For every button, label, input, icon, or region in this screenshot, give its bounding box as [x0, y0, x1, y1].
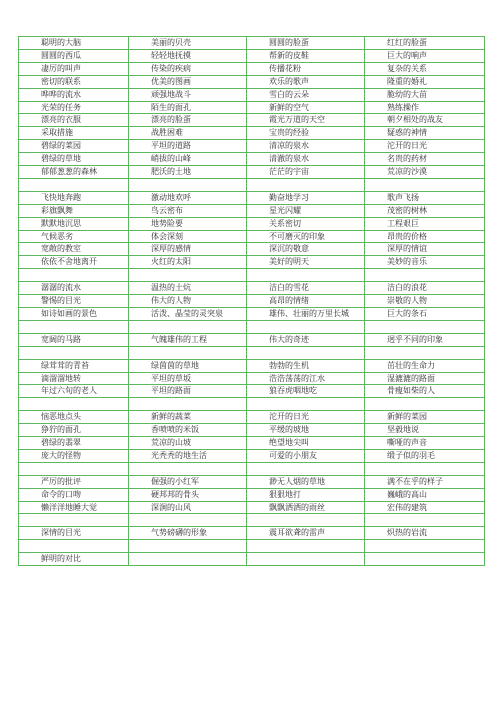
table-cell: 宽阔的马路: [19, 333, 129, 346]
table-cell: [19, 346, 129, 359]
table-cell: 平坦的道路: [129, 140, 247, 153]
table-cell: 懒洋洋地睡大觉: [19, 501, 129, 514]
table-cell: 绿茵茵的草地: [129, 359, 247, 372]
table-cell: 深厚的感情: [129, 243, 247, 256]
table-row: [19, 204, 485, 217]
table-cell: 工程艰巨: [365, 217, 485, 230]
table-row: [19, 501, 485, 514]
table-cell: [19, 540, 129, 553]
table-cell: 歌声飞扬: [365, 191, 485, 204]
table-cell: 火红的太阳: [129, 256, 247, 269]
table-row: [19, 411, 485, 424]
table-cell: 气魄雄伟的工程: [129, 333, 247, 346]
table-row: [19, 488, 485, 501]
table-cell: [19, 398, 129, 411]
table-cell: [247, 514, 365, 527]
table-cell: 熟练操作: [365, 101, 485, 114]
table-row: [19, 372, 485, 385]
table-row: [19, 114, 485, 127]
table-cell: 漂亮的脸蛋: [129, 114, 247, 127]
table-cell: 光荣的任务: [19, 101, 129, 114]
table-row: [19, 178, 485, 191]
table-cell: 震耳欲聋的雷声: [247, 527, 365, 540]
table-cell: [129, 178, 247, 191]
table-cell: 勤奋地学习: [247, 191, 365, 204]
table-cell: 红红的脸蛋: [365, 37, 485, 50]
table-cell: 光秃秃的地生活: [129, 449, 247, 462]
table-cell: 顽强地战斗: [129, 88, 247, 101]
table-cell: 郁郁葱葱的森林: [19, 166, 129, 179]
table-cell: 碧绿的翡翠: [19, 437, 129, 450]
table-row: [19, 62, 485, 75]
table-cell: 年过六旬的老人: [19, 385, 129, 398]
table-cell: 碧绿的菜园: [19, 140, 129, 153]
table-cell: [129, 462, 247, 475]
table-cell: 采取措施: [19, 127, 129, 140]
table-cell: 依依不舍地离开: [19, 256, 129, 269]
table-cell: 漂亮的衣服: [19, 114, 129, 127]
table-cell: 隆重的婚礼: [365, 75, 485, 88]
table-cell: 美丽的贝壳: [129, 37, 247, 50]
table-cell: [247, 346, 365, 359]
table-cell: [19, 269, 129, 282]
table-row: [19, 540, 485, 553]
table-cell: 潺潺的流水: [19, 282, 129, 295]
table-cell: [247, 540, 365, 553]
table-row: [19, 514, 485, 527]
table-cell: 警惕的目光: [19, 295, 129, 308]
table-cell: 体会深刻: [129, 230, 247, 243]
table-cell: 密切的联系: [19, 75, 129, 88]
table-row: [19, 437, 485, 450]
table-cell: 伟大的人物: [129, 295, 247, 308]
table-row: [19, 282, 485, 295]
table-cell: [129, 514, 247, 527]
table-cell: 巨大的响声: [365, 49, 485, 62]
table-cell: 优美的图画: [129, 75, 247, 88]
table-cell: 滴溜溜地转: [19, 372, 129, 385]
table-row: [19, 385, 485, 398]
table-cell: 清凉的泉水: [247, 140, 365, 153]
table-cell: 深厚的情谊: [365, 243, 485, 256]
table-cell: [129, 269, 247, 282]
table-cell: 脆幼的大苗: [365, 88, 485, 101]
table-cell: 圆圆的脸蛋: [247, 37, 365, 50]
table-cell: 聪明的大脑: [19, 37, 129, 50]
table-cell: [365, 269, 485, 282]
table-cell: 平坦的草坂: [129, 372, 247, 385]
table-row: [19, 49, 485, 62]
table-cell: 渺无人烟的草地: [247, 475, 365, 488]
table-cell: 命令的口吻: [19, 488, 129, 501]
table-cell: 宽敞的教室: [19, 243, 129, 256]
table-row: [19, 140, 485, 153]
table-row: [19, 269, 485, 282]
table-cell: 平缓的坡地: [247, 424, 365, 437]
table-cell: [247, 462, 365, 475]
table-cell: 绝望地尖叫: [247, 437, 365, 450]
table-cell: [247, 553, 365, 566]
table-cell: [247, 269, 365, 282]
table-cell: 严厉的批评: [19, 475, 129, 488]
table-cell: [365, 346, 485, 359]
table-cell: 飘飘洒洒的雨丝: [247, 501, 365, 514]
table-row: [19, 88, 485, 101]
table-cell: 浩浩荡荡的江水: [247, 372, 365, 385]
table-cell: 彩旗飘舞: [19, 204, 129, 217]
table-cell: 新鲜的空气: [247, 101, 365, 114]
table-cell: 缎子似的羽毛: [365, 449, 485, 462]
table-cell: 美妙的音乐: [365, 256, 485, 269]
table-cell: 地势险要: [129, 217, 247, 230]
table-cell: [129, 320, 247, 333]
table-cell: 激动地欢呼: [129, 191, 247, 204]
table-cell: [247, 320, 365, 333]
table-cell: [365, 553, 485, 566]
table-row: [19, 553, 485, 566]
table-row: [19, 320, 485, 333]
table-cell: 茁壮的生命力: [365, 359, 485, 372]
table-cell: 崇敬的人物: [365, 295, 485, 308]
table-cell: 温热的土炕: [129, 282, 247, 295]
table-row: [19, 295, 485, 308]
word-table-body: [19, 37, 485, 566]
table-cell: 荒凉的沙漠: [365, 166, 485, 179]
table-cell: 气候恶劣: [19, 230, 129, 243]
table-cell: 茫茫的宇宙: [247, 166, 365, 179]
table-cell: 朝夕相处的战友: [365, 114, 485, 127]
table-cell: 巨大的条石: [365, 308, 485, 321]
table-cell: 星光闪耀: [247, 204, 365, 217]
table-row: [19, 217, 485, 230]
table-cell: 新鲜的菜园: [365, 411, 485, 424]
table-cell: 倔强的小红军: [129, 475, 247, 488]
table-row: [19, 398, 485, 411]
table-cell: 湿漉漉的路面: [365, 372, 485, 385]
table-row: [19, 256, 485, 269]
table-cell: 昂贵的价格: [365, 230, 485, 243]
table-cell: 狼吞虎咽地吃: [247, 385, 365, 398]
table-cell: 默默地沉思: [19, 217, 129, 230]
table-cell: 勃勃的生机: [247, 359, 365, 372]
table-cell: 平坦的路面: [129, 385, 247, 398]
table-cell: 鲜明的对比: [19, 553, 129, 566]
table-cell: 霞光万道的天空: [247, 114, 365, 127]
table-row: [19, 346, 485, 359]
table-cell: 凄厉的叫声: [19, 62, 129, 75]
table-row: [19, 230, 485, 243]
table-cell: 飞快地奔跑: [19, 191, 129, 204]
table-cell: 高昂的情绪: [247, 295, 365, 308]
table-cell: 嘶哑的声音: [365, 437, 485, 450]
table-cell: 复杂的关系: [365, 62, 485, 75]
table-cell: 满不在乎的样子: [365, 475, 485, 488]
table-row: [19, 243, 485, 256]
table-cell: 鸟云密布: [129, 204, 247, 217]
table-cell: 陌生的面孔: [129, 101, 247, 114]
table-cell: 圆圆的西瓜: [19, 49, 129, 62]
table-cell: 巍峨的高山: [365, 488, 485, 501]
table-cell: [365, 178, 485, 191]
table-cell: [365, 462, 485, 475]
table-cell: 骨瘦如柴的人: [365, 385, 485, 398]
table-cell: 庞大的怪物: [19, 449, 129, 462]
table-cell: 疑惑的神情: [365, 127, 485, 140]
table-cell: 炽热的岩流: [365, 527, 485, 540]
table-cell: 帮新的皮鞋: [247, 49, 365, 62]
table-cell: 美好的明天: [247, 256, 365, 269]
table-row: [19, 475, 485, 488]
table-cell: [365, 320, 485, 333]
table-cell: 洁白的浪花: [365, 282, 485, 295]
table-row: [19, 527, 485, 540]
table-cell: 活泼、晶莹的灵突泉: [129, 308, 247, 321]
table-cell: 如诗如画的景色: [19, 308, 129, 321]
table-cell: 硬邦邦的骨头: [129, 488, 247, 501]
table-cell: [365, 540, 485, 553]
table-row: [19, 359, 485, 372]
table-cell: [247, 178, 365, 191]
table-cell: 气势磅礴的形象: [129, 527, 247, 540]
table-cell: 深情的目光: [19, 527, 129, 540]
table-cell: 沱开的日光: [247, 411, 365, 424]
table-row: [19, 166, 485, 179]
table-cell: 荒凉的山坡: [129, 437, 247, 450]
table-cell: 迥乎不同的印象: [365, 333, 485, 346]
vocabulary-sheet: [18, 36, 484, 566]
table-cell: 清澈的泉水: [247, 153, 365, 166]
table-cell: 香喷喷的米饭: [129, 424, 247, 437]
table-cell: [19, 462, 129, 475]
table-cell: 深涧的山风: [129, 501, 247, 514]
table-row: [19, 127, 485, 140]
table-cell: 肥沃的土地: [129, 166, 247, 179]
table-row: [19, 75, 485, 88]
table-cell: 峭拔的山峰: [129, 153, 247, 166]
table-cell: [365, 398, 485, 411]
table-row: [19, 101, 485, 114]
table-row: [19, 424, 485, 437]
table-cell: 轻轻地抚摸: [129, 49, 247, 62]
table-cell: [365, 514, 485, 527]
table-cell: 关系密切: [247, 217, 365, 230]
table-cell: [129, 346, 247, 359]
table-cell: 宝贵的经验: [247, 127, 365, 140]
table-cell: [247, 398, 365, 411]
table-row: [19, 308, 485, 321]
table-cell: 名贵的药材: [365, 153, 485, 166]
table-cell: 传播花粉: [247, 62, 365, 75]
word-table: [18, 36, 485, 566]
table-cell: 欢乐的歌声: [247, 75, 365, 88]
table-row: [19, 333, 485, 346]
table-cell: 坚毅地说: [365, 424, 485, 437]
table-cell: 不可磨灭的印象: [247, 230, 365, 243]
table-cell: 深沉的敬意: [247, 243, 365, 256]
table-cell: 哗哗的流水: [19, 88, 129, 101]
table-cell: 新鲜的蔬菜: [129, 411, 247, 424]
table-cell: [129, 540, 247, 553]
table-cell: 雪白的云朵: [247, 88, 365, 101]
table-cell: [19, 178, 129, 191]
table-cell: 战胜困难: [129, 127, 247, 140]
table-cell: 传染的疾病: [129, 62, 247, 75]
table-cell: 碧绿的草地: [19, 153, 129, 166]
table-row: [19, 191, 485, 204]
table-row: [19, 462, 485, 475]
table-cell: 伟大的奇迹: [247, 333, 365, 346]
table-cell: 宏伟的建筑: [365, 501, 485, 514]
table-cell: [129, 398, 247, 411]
table-cell: 茂密的树林: [365, 204, 485, 217]
table-row: [19, 449, 485, 462]
table-cell: 恼恶地点头: [19, 411, 129, 424]
table-cell: [129, 553, 247, 566]
table-cell: 狠狠地打: [247, 488, 365, 501]
table-cell: [19, 514, 129, 527]
table-cell: 雄伟、壮丽的万里长城: [247, 308, 365, 321]
table-row: [19, 153, 485, 166]
table-row: [19, 37, 485, 50]
table-cell: 狰狞的面孔: [19, 424, 129, 437]
table-cell: 洁白的雪花: [247, 282, 365, 295]
table-cell: 可爱的小朋友: [247, 449, 365, 462]
table-cell: 沱开的日光: [365, 140, 485, 153]
table-cell: 绿茸茸的青苔: [19, 359, 129, 372]
table-cell: [19, 320, 129, 333]
